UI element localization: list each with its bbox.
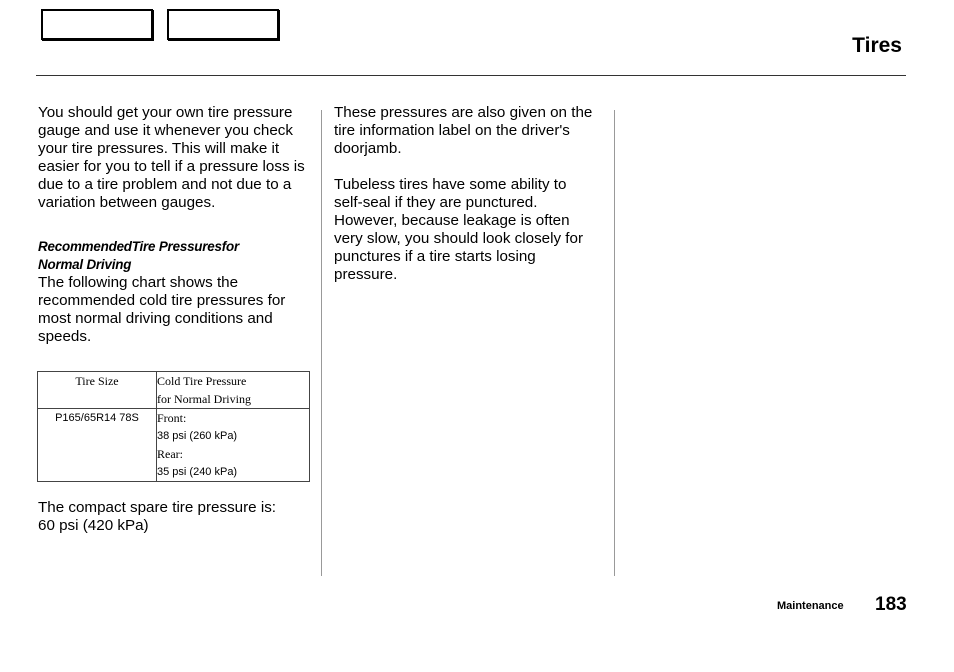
column-divider-2 [614, 110, 615, 576]
label-paragraph: These pressures are also given on the tire information label on the driver's doorjamb. [334, 104, 593, 157]
column-middle [334, 104, 596, 284]
front-label: Front: [157, 411, 187, 425]
intro-paragraph: You should get your own tire pressure gauge and use it whenever you check your tire pressures. This will make it easier for you to tell if a pressure loss is due to a tire problem and not due to a variation between gauges. [38, 104, 305, 211]
subheading-line-1: RecommendedTire Pressuresfor [38, 239, 240, 254]
tire-pressure-table [37, 371, 310, 482]
header-rule [36, 75, 906, 76]
page-title: Tires [852, 34, 902, 57]
subheading-line-2: Normal Driving [38, 257, 132, 272]
table-row [38, 409, 310, 482]
cell-pressures [157, 409, 310, 482]
cell-tire-size: P165/65R14 78S [38, 409, 157, 482]
spare-pressure-text [38, 499, 314, 535]
table-subheading [38, 238, 314, 274]
header-cold-pressure [157, 372, 310, 409]
table-header-row [38, 372, 310, 409]
column-left [38, 104, 314, 346]
nav-button-1[interactable] [41, 9, 153, 40]
header-pressure-line-1: Cold Tire Pressure [157, 374, 247, 388]
column-divider-1 [321, 110, 322, 576]
header-pressure-line-2: for Normal Driving [157, 392, 251, 406]
front-value: 38 psi (260 kPa) [157, 430, 238, 442]
tubeless-paragraph: Tubeless tires have some ability to self-seal if they are punctured. However, because leakage is often very slow, you should look closely for punctures if a tire starts losing pressure. [334, 176, 584, 283]
page-number: 183 [875, 594, 907, 615]
spare-line-1: The compact spare tire pressure is: [38, 499, 277, 516]
rear-value: 35 psi (240 kPa) [157, 466, 238, 478]
nav-button-2[interactable] [167, 9, 279, 40]
rear-label: Rear: [157, 447, 183, 461]
footer-section-name: Maintenance [777, 600, 844, 612]
chart-intro-paragraph: The following chart shows the recommended cold tire pressures for most normal driving conditions and speeds. [38, 274, 286, 345]
spare-line-2: 60 psi (420 kPa) [38, 517, 149, 534]
header-tire-size: Tire Size [38, 372, 157, 409]
